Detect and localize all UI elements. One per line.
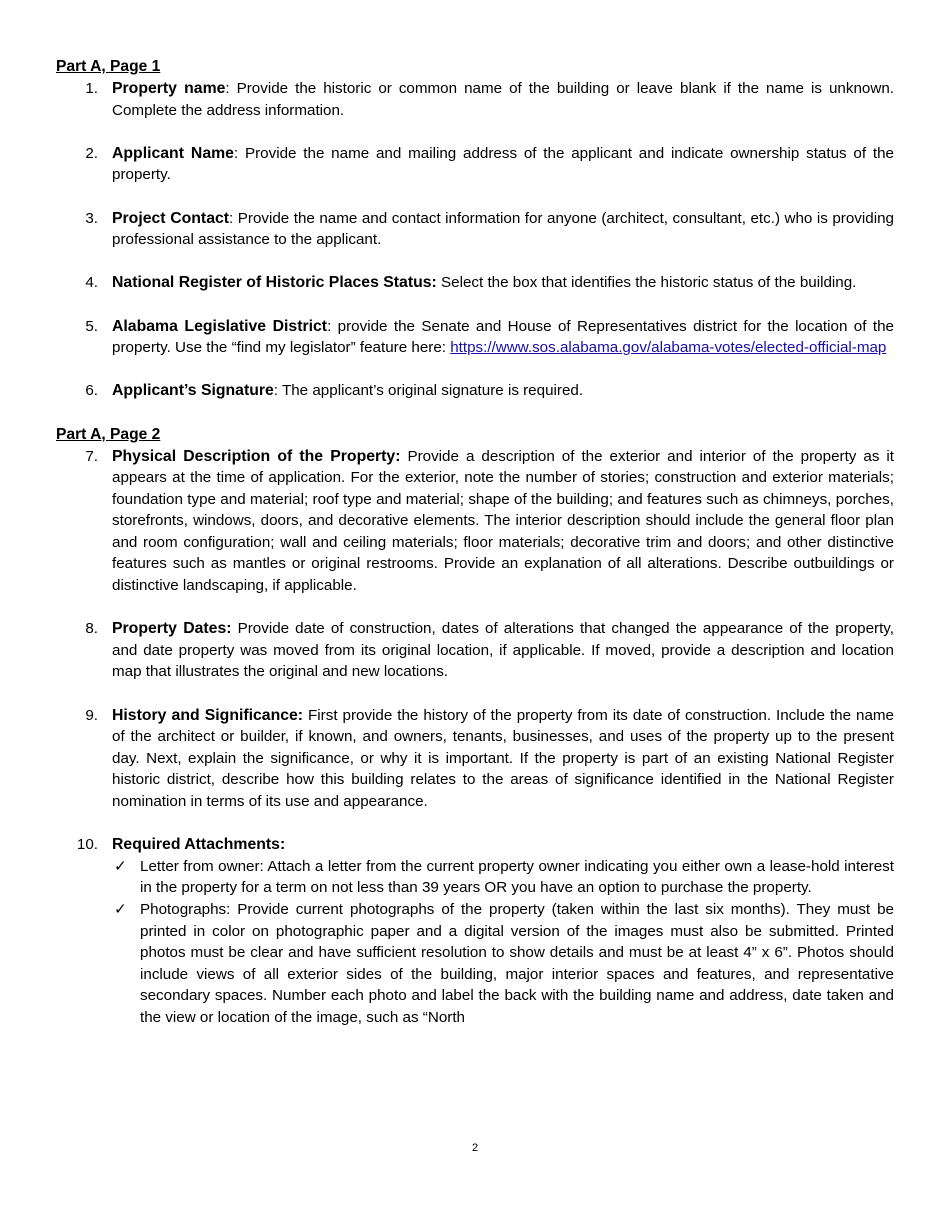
list-item	[56, 78, 894, 121]
item-number: 9.	[85, 706, 98, 724]
item-term: Project Contact	[112, 209, 230, 227]
attachments-list	[112, 856, 894, 1029]
document-page	[56, 56, 894, 1029]
item-text: : provide the Senate and House of Representatives district for the location of the property. Use the “find my legislator” feature here:	[112, 317, 894, 357]
list-item	[56, 316, 894, 359]
item-text: Provide a description of the exterior and interior of the property as it appears at the time of application. For the exterior, note the number of stories; construction and exterior materials; foundation type and material; roof type and material; shape of the building; and features such as chimneys, porches, storefronts, windows, doors, and decorative elements. The interior description should include the general floor plan and room configuration; wall and ceiling materials; floor materials; decorative trim and doors; and other distinctive features such as mantles or original restrooms. Provide an explanation of all alterations. Describe outbuildings or distinctive landscaping, if applicable.	[112, 447, 894, 595]
item-term: Applicant’s Signature	[112, 382, 274, 400]
page-number: 2	[471, 1142, 479, 1154]
item-text: : Provide the historic or common name of the building or leave blank if the name is unknown. Complete the address information.	[112, 80, 894, 119]
item-number: 8.	[85, 620, 98, 638]
section-heading-part-a-page-1: Part A, Page 1	[56, 58, 161, 75]
list-item	[56, 208, 894, 251]
item-term: Alabama Legislative District	[112, 317, 328, 335]
attachment-item-letter	[112, 856, 894, 899]
item-number: 4.	[85, 274, 98, 292]
item-text: Provide date of construction, dates of alterations that changed the appearance of the property, and date property was moved from its original location, if applicable. If moved, provide a description and location map that illustrates the original and new locations.	[112, 620, 894, 681]
item-text: : Provide the name and mailing address of the applicant and indicate ownership status of the property.	[112, 144, 894, 184]
item-text: : The applicant’s original signature is required.	[273, 382, 584, 400]
item-text: Select the box that identifies the historic status of the building.	[436, 274, 857, 292]
list-item	[56, 446, 894, 597]
item-text: : Provide the name and contact information for anyone (architect, consultant, etc.) who is providing professional assistance to the applicant.	[112, 209, 894, 249]
legislator-map-link[interactable]: https://www.sos.alabama.gov/alabama-votes/elected-official-map	[450, 339, 887, 357]
attachment-text: Photographs: Provide current photographs of the property (taken within the last six months). They must be printed in color on photographic paper and a digital version of the images must also be submitted. Printed photos must be clear and have sufficient resolution to show details and must be at least 4” x 6”. Photos should include views of all exterior sides of the building, major interior spaces and features, and representative secondary spaces. Number each photo and label the back with the building name and address, date taken and the view or location of the image, such as “North	[140, 900, 894, 1026]
item-number: 2.	[85, 144, 98, 162]
item-term: Physical Description of the Property:	[112, 447, 401, 465]
list-item	[56, 705, 894, 813]
list-item	[56, 272, 894, 294]
checkmark-icon: ✓	[114, 857, 127, 875]
item-number: 10.	[76, 836, 98, 854]
item-number: 7.	[85, 447, 98, 465]
section-heading-part-a-page-2: Part A, Page 2	[56, 425, 161, 443]
list-item	[56, 380, 894, 402]
item-number: 1.	[85, 80, 98, 97]
item-number: 5.	[85, 317, 98, 335]
item-number: 6.	[85, 382, 98, 400]
item-number: 3.	[85, 209, 98, 227]
item-term: Required Attachments:	[112, 836, 286, 854]
item-term: Applicant Name	[112, 144, 234, 162]
checkmark-icon: ✓	[114, 900, 127, 918]
item-term: Property Dates:	[112, 620, 232, 638]
item-term: Property name	[112, 80, 226, 97]
list-item-required-attachments	[56, 834, 894, 1028]
item-term: History and Significance:	[112, 706, 304, 724]
instructions-list-part-1	[56, 78, 894, 402]
attachment-item-photographs	[112, 899, 894, 1029]
item-term: National Register of Historic Places Status:	[112, 274, 437, 292]
attachment-text: Letter from owner: Attach a letter from the current property owner indicating you either own a lease-hold interest in the property for a term on not less than 39 years OR you have an option to purchase the property.	[140, 857, 894, 897]
list-item	[56, 618, 894, 683]
list-item	[56, 143, 894, 186]
instructions-list-part-2	[56, 446, 894, 1029]
item-text: First provide the history of the property from its date of construction. Include the name of the architect or builder, if known, and owners, tenants, businesses, and uses of the property up to the present day. Next, explain the significance, or why it is important. If the property is part of an existing National Register historic district, describe how this building relates to the areas of significance identified in the National Register nomination in terms of its use and appearance.	[112, 706, 895, 810]
